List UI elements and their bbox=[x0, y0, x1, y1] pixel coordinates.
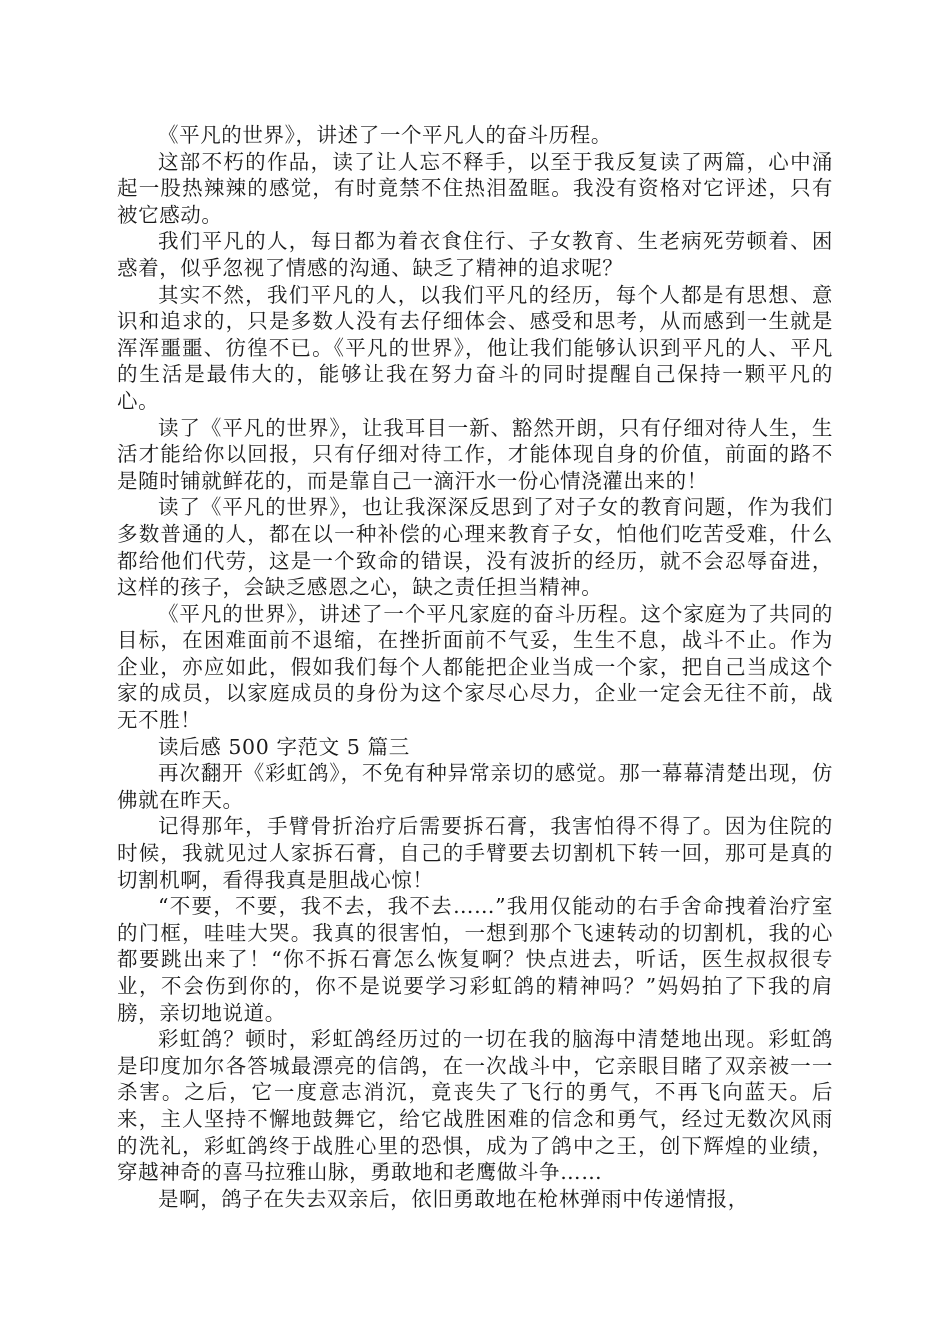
paragraph: 我们平凡的人，每日都为着衣食住行、子女教育、生老病死劳顿着、困惑着，似乎忽视了情感的沟通、缺乏了精神的追求呢？ bbox=[117, 229, 833, 280]
paragraph: 读了《平凡的世界》，让我耳目一新、豁然开朗，只有仔细对待人生，生活才能给你以回报，只有仔细对待工作，才能体现自身的价值，前面的路不是随时铺就鲜花的，而是靠自己一滴汗水一份心情浇灌出来的！ bbox=[117, 415, 833, 493]
paragraph: 读了《平凡的世界》，也让我深深反思到了对子女的教育问题，作为我们多数普通的人，都在以一种补偿的心理来教育子女，怕他们吃苦受难，什么都给他们代劳，这是一个致命的错误，没有波折的经历，就不会忍辱奋进，这样的孩子，会缺乏感恩之心，缺之责任担当精神。 bbox=[117, 495, 833, 600]
paragraph: 记得那年，手臂骨折治疗后需要拆石膏，我害怕得不得了。因为住院的时候，我就见过人家拆石膏，自己的手臂要去切割机下转一回，那可是真的切割机啊，看得我真是胆战心惊！ bbox=[117, 814, 833, 892]
paragraph: “不要，不要，我不去，我不去……”我用仅能动的右手舍命拽着治疗室的门框，哇哇大哭。我真的很害怕，一想到那个飞速转动的切割机，我的心都要跳出来了！“你不拆石膏怎么恢复啊？快点进去，听话，医生叔叔很专业，不会伤到你的，你不是说要学习彩虹鸽的精神吗？”妈妈拍了下我的肩膀，亲切地说道。 bbox=[117, 894, 833, 1025]
paragraph: 是啊，鸽子在失去双亲后，依旧勇敢地在枪林弹雨中传递情报， bbox=[158, 1186, 749, 1211]
document-body bbox=[117, 122, 833, 1212]
section-heading: 读后感 500 字范文 5 篇三 bbox=[158, 734, 410, 759]
paragraph: 这部不朽的作品，读了让人忘不释手，以至于我反复读了两篇，心中涌起一股热辣辣的感觉，有时竟禁不住热泪盈眶。我没有资格对它评述，只有被它感动。 bbox=[117, 149, 833, 227]
paragraph: 《平凡的世界》，讲述了一个平凡人的奋斗历程。 bbox=[158, 123, 612, 147]
paragraph: 彩虹鸽？顿时，彩虹鸽经历过的一切在我的脑海中清楚地出现。彩虹鸽是印度加尔各答城最漂亮的信鸽，在一次战斗中，它亲眼目睹了双亲被一一杀害。之后，它一度意志消沉，竟丧失了飞行的勇气，不再飞向蓝天。后来，主人坚持不懈地鼓舞它，给它战胜困难的信念和勇气，经过无数次风雨的洗礼，彩虹鸽终于战胜心里的恐惧，成为了鸽中之王，创下辉煌的业绩，穿越神奇的喜马拉雅山脉，勇敢地和老鹰做斗争…… bbox=[117, 1027, 833, 1185]
paragraph: 《平凡的世界》，讲述了一个平凡家庭的奋斗历程。这个家庭为了共同的目标，在困难面前不退缩，在挫折面前不气妥，生生不息，战斗不止。作为企业，亦应如此，假如我们每个人都能把企业当成一个家，把自己当成这个家的成员，以家庭成员的身份为这个家尽心尽力，企业一定会无往不前，战无不胜！ bbox=[117, 601, 833, 733]
paragraph: 其实不然，我们平凡的人，以我们平凡的经历，每个人都是有思想、意识和追求的，只是多数人没有去仔细体会、感受和思考，从而感到一生就是浑浑噩噩、彷徨不已。《平凡的世界》，他让我们能够认识到平凡的人、平凡的生活是最伟大的，能够让我在努力奋斗的同时提醒自己保持一颗平凡的心。 bbox=[117, 282, 833, 413]
paragraph: 再次翻开《彩虹鸽》，不免有种异常亲切的感觉。那一幕幕清楚出现，仿佛就在昨天。 bbox=[117, 761, 833, 812]
